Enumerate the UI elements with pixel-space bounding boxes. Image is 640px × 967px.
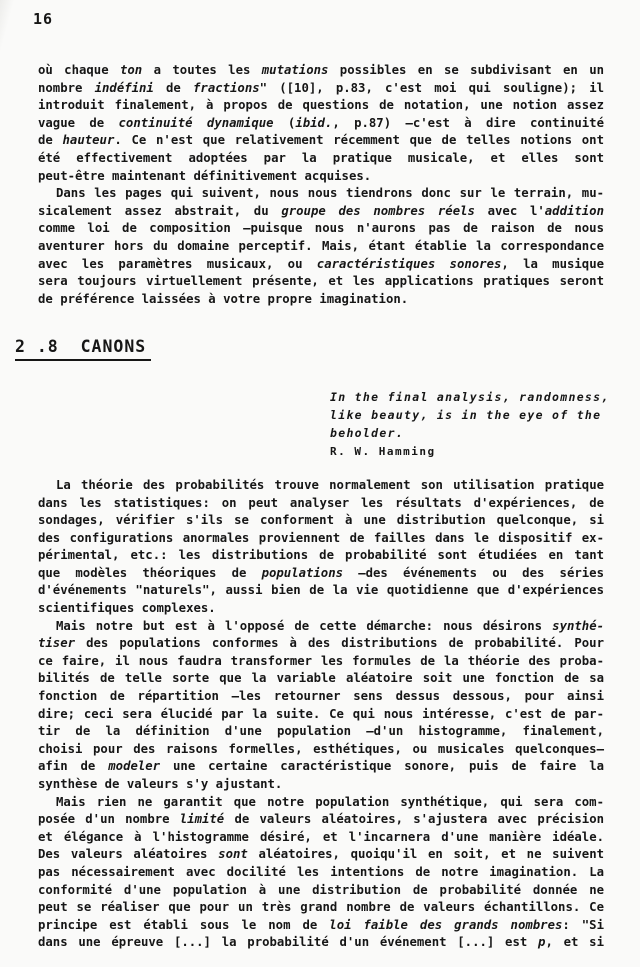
italic-text: tiser xyxy=(38,636,76,651)
italic-text: indéfini xyxy=(94,80,154,95)
text-line: aventurer hors du domaine perceptif. Mais, étant établie la correspondance xyxy=(38,238,604,253)
italic-text: fractions xyxy=(193,80,260,95)
section-heading-canons: 2 .8 CANONS xyxy=(15,338,151,361)
epigraph-hamming xyxy=(330,388,630,461)
italic-text: ibid. xyxy=(295,115,333,130)
quote-line: In the final analysis, randomness, xyxy=(330,389,610,404)
text-line: tiser des populations conformes à des distributions de probabilité. Pour xyxy=(38,636,604,651)
text-line: Mais notre but est à l'opposé de cette démarche: nous désirons synthé- xyxy=(56,618,604,633)
text-line: conformité d'une population à une distribution de probabilité donnée ne xyxy=(38,882,604,897)
paragraph-groupe-nombres-reels xyxy=(38,185,604,308)
text-line: sera toujours virtuellement présente, et les applications pratiques seront xyxy=(38,274,604,289)
paragraph-theorie-probabilites xyxy=(38,477,604,618)
italic-text: addition xyxy=(544,203,604,218)
paragraph-tons-mutations xyxy=(38,62,604,185)
text-line: afin de modeler une certaine caractéristique sonore, puis de faire la xyxy=(38,759,604,774)
text-line: peut-être maintenant définitivement acquises. xyxy=(38,168,372,183)
italic-text: sont xyxy=(218,847,248,862)
italic-text: p xyxy=(538,935,546,950)
text-line: où chaque ton a toutes les mutations possibles en se subdivisant en un xyxy=(38,63,604,77)
italic-text: mutations xyxy=(261,63,329,77)
italic-text: populations xyxy=(261,565,344,580)
italic-text: hauteur xyxy=(62,133,115,148)
italic-text: synthé- xyxy=(552,618,604,633)
text-line: Des valeurs aléatoires sont aléatoires, quoiqu'il en soit, et ne suivent xyxy=(38,847,605,862)
text-line: La théorie des probabilités trouve normalement son utilisation pratique xyxy=(56,477,604,492)
text-line: avec les paramètres musicaux, ou caractéristiques sonores, la musique xyxy=(38,256,605,271)
italic-text: ton xyxy=(120,63,143,77)
text-line: dire; ceci sera élucidé par la suite. Ce qui nous intéresse, c'est de par- xyxy=(38,706,604,721)
text-line: nombre indéfini de fractions" ([10], p.83, c'est moi qui souligne); il xyxy=(38,80,605,95)
text-line: posée d'un nombre limité de valeurs aléatoires, s'ajustera avec précision xyxy=(38,812,604,827)
italic-text: modeler xyxy=(108,759,161,774)
text-line: tir de la définition d'une population —d'un histogramme, finalement, xyxy=(38,724,604,739)
italic-text: continuité dynamique xyxy=(118,115,274,130)
text-line: d'événements "naturels", aussi bien de la vie quotidienne que d'expériences xyxy=(38,583,604,598)
quote-line: like beauty, is in the eye of the xyxy=(330,407,602,422)
text-line: périmental, etc.: les distributions de probabilité sont étudiées en tant xyxy=(38,548,604,563)
text-line: synthèse de valeurs s'y ajustant. xyxy=(38,777,283,791)
italic-text: loi faible des grands nombres xyxy=(329,917,563,932)
text-line: Mais rien ne garantit que notre population synthétique, qui sera com- xyxy=(56,794,604,809)
quote-line: beholder. xyxy=(330,425,405,440)
text-line: été effectivement adoptées par la pratique musicale, et elles sont xyxy=(38,150,604,165)
page-number: 16 xyxy=(33,10,54,28)
text-line: pas nécessairement avec docilité les intentions de notre imagination. La xyxy=(38,864,604,879)
quote-attribution: R. W. Hamming xyxy=(330,444,436,458)
paragraph-loi-des-grands-nombres xyxy=(38,794,604,952)
text-line: ce faire, il nous faudra transformer les formules de la théorie des proba- xyxy=(38,653,604,668)
text-line: dans une épreuve [...] la probabilité d'un événement [...] est p, et si xyxy=(38,935,604,950)
text-line: des configurations anormales proviennent de failles dans le dispositif ex- xyxy=(38,530,604,545)
text-line: principe est établi sous le nom de loi faible des grands nombres: "Si xyxy=(38,917,604,932)
text-line: de préférence laissées à votre propre imagination. xyxy=(38,291,409,306)
text-line: de hauteur. Ce n'est que relativement récemment que de telles notions ont xyxy=(38,133,604,148)
text-line: sondages, vérifier s'ils se conforment à une distribution quelconque, si xyxy=(38,513,604,528)
text-line: introduit finalement, à propos de questions de notation, une notion assez xyxy=(38,98,604,113)
text-line: et élégance à l'histogramme désiré, et l'incarnera d'une manière idéale. xyxy=(38,829,604,844)
document-body xyxy=(15,62,610,952)
text-line: bilités de telle sorte que la variable aléatoire soit une fonction de sa xyxy=(38,671,604,686)
text-line: choisi pour des raisons formelles, esthétiques, ou musicales quelconques— xyxy=(38,741,604,756)
paragraph-synthetiser-populations xyxy=(38,618,604,794)
text-line: fonction de répartition —les retourner sens dessus dessous, pour ainsi xyxy=(38,689,604,704)
text-line: Dans les pages qui suivent, nous nous tiendrons donc sur le terrain, mu- xyxy=(56,186,604,201)
text-line: dans les statistiques: on peut analyser les résultats d'expériences, de xyxy=(38,495,604,510)
text-line: vague de continuité dynamique (ibid., p.87) —c'est à dire continuité xyxy=(38,115,604,130)
text-line: que modèles théoriques de populations —des événements ou des séries xyxy=(38,565,604,580)
text-line: scientifiques complexes. xyxy=(38,601,216,616)
italic-text: limité xyxy=(179,812,225,827)
italic-text: caractéristiques sonores xyxy=(316,256,502,271)
text-line: comme loi de composition —puisque nous n'aurons pas de raison de nous xyxy=(38,221,604,236)
text-line: sicalement assez abstrait, du groupe des nombres réels avec l'addition xyxy=(38,203,604,218)
italic-text: groupe des nombres réels xyxy=(281,203,475,218)
text-line: peut se réaliser que pour un très grand nombre de valeurs échantillons. Ce xyxy=(38,900,604,915)
